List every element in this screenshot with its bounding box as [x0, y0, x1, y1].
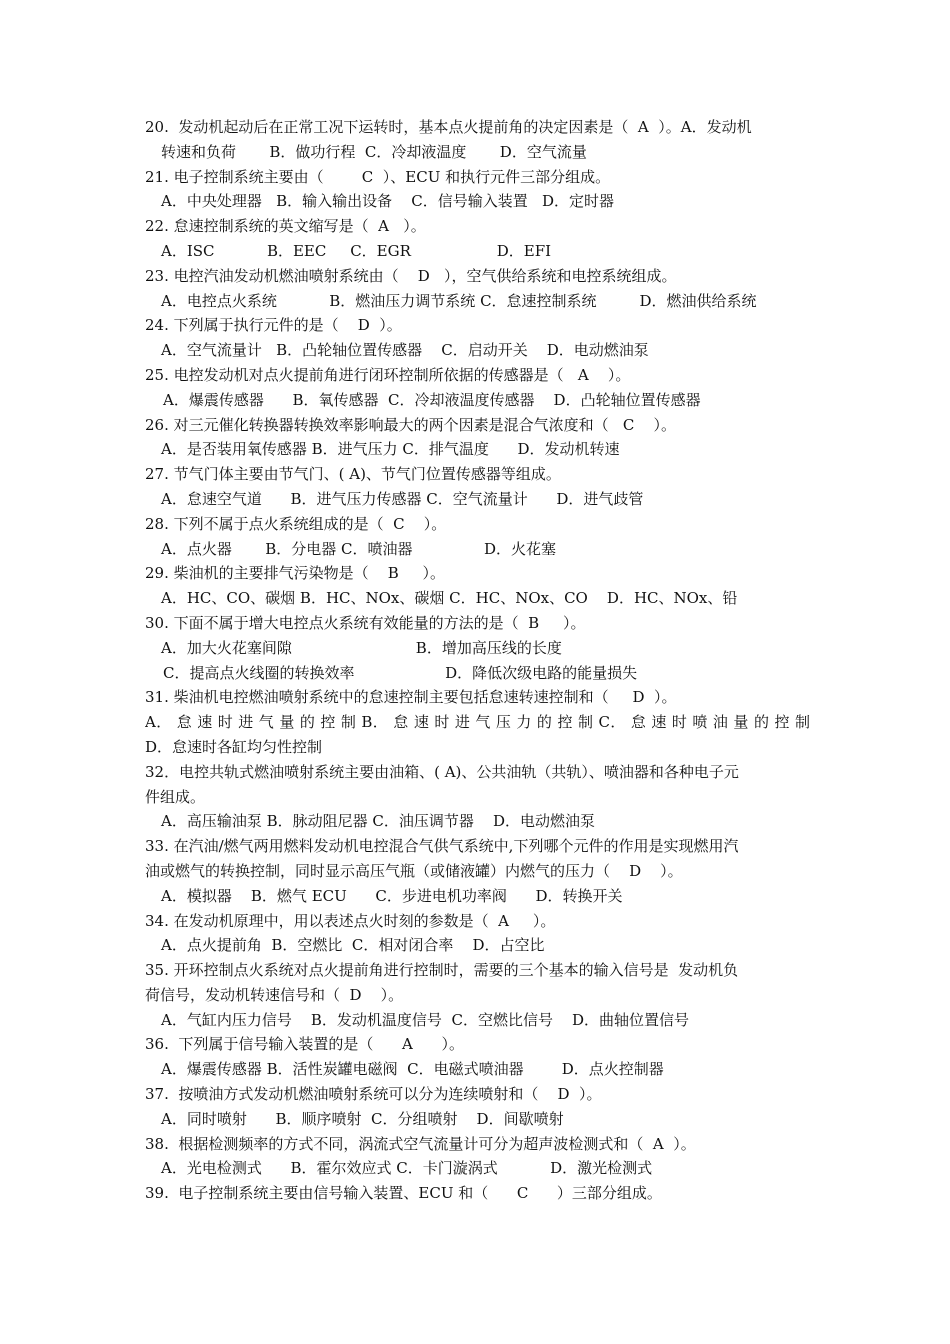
question-line: 27. 节气门体主要由节气门、( A)、节气门位置传感器等组成。	[145, 465, 561, 484]
question-line: 36. 下列属于信号输入装置的是（ A ）。	[145, 1035, 464, 1054]
question-line: 37. 按喷油方式发动机燃油喷射系统可以分为连续喷射和（ D ）。	[145, 1085, 602, 1104]
answer-options-line: A．高压输油泵 B．脉动阻尼器 C．油压调节器 D．电动燃油泵	[161, 812, 595, 831]
question-line: 34. 在发动机原理中，用以表述点火时刻的参数是（ A ）。	[145, 911, 556, 930]
answer-options-line: A．气缸内压力信号 B．发动机温度信号 C．空燃比信号 D．曲轴位置信号	[161, 1010, 690, 1029]
question-line: 38. 根据检测频率的方式不同，涡流式空气流量计可分为超声波检测式和（ A ）。	[145, 1134, 696, 1153]
answer-options-line: 油或燃气的转换控制，同时显示高压气瓶（或储液罐）内燃气的压力（ D ）。	[145, 861, 683, 880]
answer-options-line: A．点火提前角 B．空燃比 C．相对闭合率 D．占空比	[161, 936, 545, 955]
answer-options-line: A．是否装用氧传感器 B．进气压力 C．排气温度 D．发动机转速	[161, 440, 620, 459]
question-line: 32．电控共轨式燃油喷射系统主要由油箱、( A)、公共油轨（共轨）、喷油器和各种电子元	[145, 762, 739, 781]
question-line: 31. 柴油机电控燃油喷射系统中的怠速控制主要包括怠速转速控制和（ D ）。	[145, 688, 677, 707]
answer-options-line: A．点火器 B．分电器 C．喷油器 D．火花塞	[161, 539, 557, 558]
answer-options-line: A．爆震传感器 B．活性炭罐电磁阀 C．电磁式喷油器 D．点火控制器	[161, 1060, 664, 1079]
answer-options-line: A． 怠 速 时 进 气 量 的 控 制 B． 怠 速 时 进 气 压 力 的 控 制 C． 怠 速 时 喷 油 量 的 控 制	[145, 713, 810, 732]
question-line: 22. 怠速控制系统的英文缩写是（ A ）。	[145, 217, 426, 236]
question-line: 30. 下面不属于增大电控点火系统有效能量的方法的是（ B ）。	[145, 613, 586, 632]
answer-options-line: 荷信号，发动机转速信号和（ D ）。	[145, 985, 404, 1004]
answer-options-line: D．怠速时各缸均匀性控制	[145, 737, 323, 756]
answer-options-line: A．ISC B．EEC C．EGR D．EFI	[161, 241, 552, 260]
answer-options-line: A．加大火花塞间隙 B．增加高压线的长度	[161, 638, 562, 657]
answer-options-line: A．同时喷射 B．顺序喷射 C．分组喷射 D．间歇喷射	[161, 1109, 564, 1128]
question-line: 21. 电子控制系统主要由（ C ）、ECU 和执行元件三部分组成。	[145, 167, 611, 186]
answer-options-line: 转速和负荷 B．做功行程 C．冷却液温度 D．空气流量	[161, 142, 587, 161]
answer-options-line: A．中央处理器 B．输入输出设备 C．信号输入装置 D．定时器	[161, 192, 615, 211]
question-line: 35. 开环控制点火系统对点火提前角进行控制时，需要的三个基本的输入信号是 发动机负	[145, 961, 739, 980]
exam-question-list	[145, 115, 810, 1206]
answer-options-line: A．模拟器 B．燃气 ECU C．步进电机功率阀 D．转换开关	[161, 886, 623, 905]
question-line: 29. 柴油机的主要排气污染物是（ B ）。	[145, 564, 446, 583]
answer-options-line: C．提高点火线圈的转换效率 D．降低次级电路的能量损失	[163, 663, 638, 682]
question-line: 28. 下列不属于点火系统组成的是（ C ）。	[145, 514, 447, 533]
question-line: 33. 在汽油/燃气两用燃料发动机电控混合气供气系统中,下列哪个元件的作用是实现燃用汽	[145, 837, 739, 856]
answer-options-line: A．电控点火系统 B．燃油压力调节系统 C．怠速控制系统 D．燃油供给系统	[161, 291, 757, 310]
answer-options-line: A．HC、CO、碳烟 B．HC、NOx、碳烟 C．HC、NOx、CO D．HC、NOx、铅	[161, 589, 738, 608]
question-line: 26. 对三元催化转换器转换效率影响最大的两个因素是混合气浓度和（ C ）。	[145, 415, 676, 434]
answer-options-line: A．空气流量计 B．凸轮轴位置传感器 C．启动开关 D．电动燃油泵	[161, 341, 649, 360]
question-line: 23. 电控汽油发动机燃油喷射系统由（ D ），空气供给系统和电控系统组成。	[145, 266, 677, 285]
question-line: 20. 发动机起动后在正常工况下运转时，基本点火提前角的决定因素是（ A ）。A．发动机	[145, 118, 752, 136]
answer-options-line: A．爆震传感器 B．氧传感器 C．冷却液温度传感器 D．凸轮轴位置传感器	[163, 390, 701, 409]
question-line: 24. 下列属于执行元件的是（ D ）。	[145, 316, 402, 335]
question-line: 39. 电子控制系统主要由信号输入装置、ECU 和（ C ）三部分组成。	[145, 1184, 662, 1203]
answer-options-line: A．光电检测式 B．霍尔效应式 C．卡门漩涡式 D．激光检测式	[161, 1159, 653, 1178]
question-line: 25. 电控发动机对点火提前角进行闭环控制所依据的传感器是（ A ）。	[145, 365, 631, 384]
answer-options-line: 件组成。	[145, 787, 206, 806]
answer-options-line: A．怠速空气道 B．进气压力传感器 C．空气流量计 D．进气歧管	[161, 489, 644, 508]
